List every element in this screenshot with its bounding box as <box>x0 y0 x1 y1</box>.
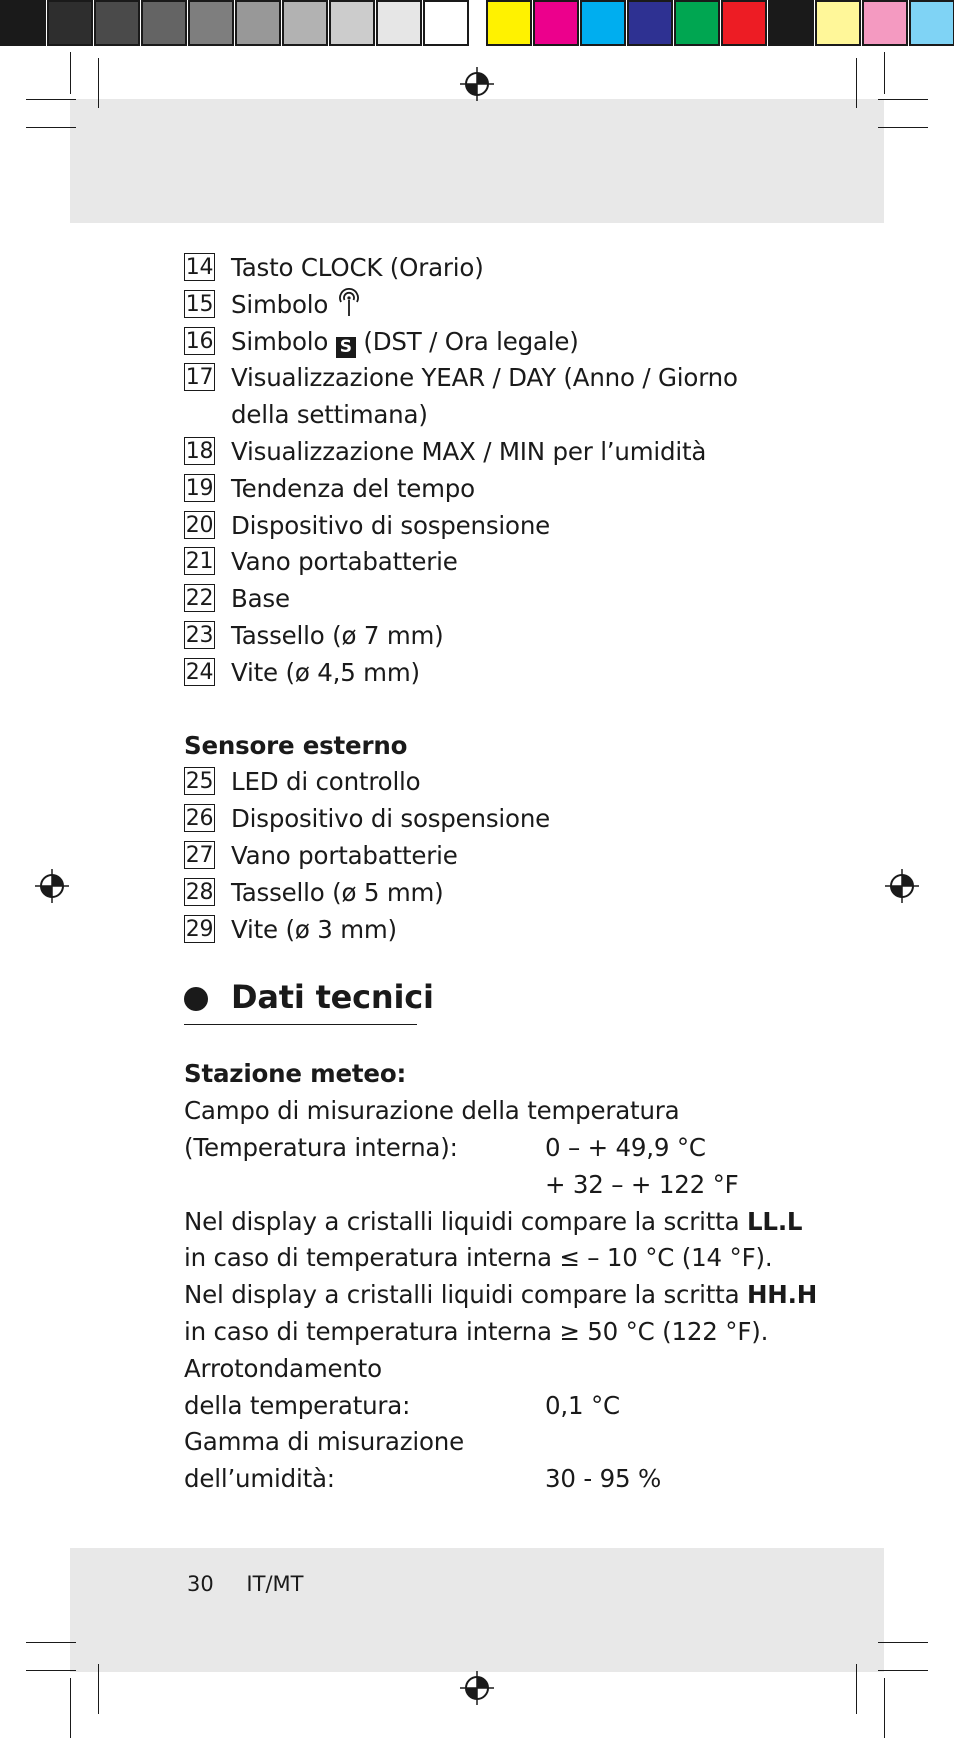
item-number: 22 <box>185 586 214 612</box>
item-text: Tassello (ø 7 mm) <box>231 620 444 650</box>
radio-signal-icon <box>336 288 362 318</box>
item-text: Vano portabatterie <box>231 840 458 870</box>
item-text-continued: della settimana) <box>231 400 428 430</box>
item-text: Base <box>231 584 290 614</box>
list-item <box>184 838 844 875</box>
crop-mark <box>70 52 71 94</box>
parts-list <box>184 250 844 692</box>
tech-subheading: Stazione meteo: <box>184 1059 407 1089</box>
crop-mark <box>98 1664 99 1714</box>
color-swatch <box>188 0 234 46</box>
item-text: Visualizzazione MAX / MIN per l’umidità <box>231 436 707 466</box>
registration-mark-icon <box>459 66 495 102</box>
item-number: 20 <box>185 512 214 538</box>
item-text: Tendenza del tempo <box>231 473 475 503</box>
spec-label: della temperatura: <box>184 1390 411 1420</box>
crop-mark <box>884 1678 885 1738</box>
item-number: 14 <box>185 255 214 280</box>
page-number: 30 <box>187 1572 214 1596</box>
item-number: 21 <box>185 549 214 575</box>
crop-mark <box>26 99 76 100</box>
item-number: 23 <box>185 622 214 648</box>
item-text: Simbolo <box>231 289 329 319</box>
item-text: Simbolo <box>231 326 329 356</box>
color-swatch <box>815 0 861 46</box>
item-text: Vite (ø 3 mm) <box>231 914 397 944</box>
crop-mark <box>70 1678 71 1738</box>
item-number: 15 <box>185 291 214 317</box>
color-swatch <box>329 0 375 46</box>
spec-label: Gamma di misurazione <box>184 1427 464 1457</box>
item-text: (DST / Ora legale) <box>363 326 579 356</box>
crop-mark <box>878 1670 928 1671</box>
registration-mark-icon <box>884 868 920 904</box>
list-item <box>184 618 844 655</box>
item-text: Tasto CLOCK (Orario) <box>231 253 484 282</box>
spec-row <box>184 1461 844 1498</box>
item-number: 29 <box>185 916 214 942</box>
item-text: Dispositivo di sospensione <box>231 510 551 540</box>
spec-label: Campo di misurazione della temperatura <box>184 1096 680 1126</box>
color-swatch <box>486 0 532 46</box>
bullet-dot-icon <box>184 987 208 1011</box>
crop-mark <box>878 127 928 128</box>
crop-mark <box>878 1642 928 1643</box>
color-swatch <box>47 0 93 46</box>
item-number: 17 <box>185 365 214 391</box>
item-number: 24 <box>185 659 214 685</box>
spec-note: in caso di temperatura interna ≤ – 10 °C (14 °F). <box>184 1243 773 1273</box>
language-code: IT/MT <box>246 1572 304 1596</box>
item-number: 27 <box>185 842 214 868</box>
color-swatch <box>580 0 626 46</box>
color-swatch <box>282 0 328 46</box>
dst-s-icon: S <box>336 337 356 358</box>
spec-value: 30 - 95 % <box>545 1464 662 1494</box>
item-number: 18 <box>185 438 214 464</box>
crop-mark <box>856 1664 857 1714</box>
gray-color-bar <box>0 0 470 50</box>
item-number: 26 <box>185 806 214 832</box>
color-swatch <box>423 0 469 46</box>
spec-note: in caso di temperatura interna ≥ 50 °C (122 °F). <box>184 1316 769 1346</box>
color-swatch <box>627 0 673 46</box>
list-item <box>184 912 844 949</box>
registration-mark-icon <box>34 868 70 904</box>
list-item <box>184 324 844 361</box>
sensor-section-title: Sensore esterno <box>184 730 408 760</box>
list-item <box>184 471 844 508</box>
list-item <box>184 508 844 545</box>
spec-note: Nel display a cristalli liquidi compare la scritta LL.L <box>184 1206 803 1236</box>
crop-mark <box>26 1642 76 1643</box>
page-content <box>184 250 844 1498</box>
color-swatch <box>674 0 720 46</box>
item-text: Vano portabatterie <box>231 547 458 577</box>
crop-mark <box>26 127 76 128</box>
spec-label: (Temperatura interna): <box>184 1132 458 1162</box>
color-swatch <box>141 0 187 46</box>
lcd-code: LL.L <box>747 1206 803 1236</box>
item-number: 16 <box>185 328 214 354</box>
spec-label: dell’umidità: <box>184 1464 335 1494</box>
list-item <box>184 544 844 581</box>
registration-mark-icon <box>459 1670 495 1706</box>
list-item <box>184 360 844 434</box>
color-bar <box>486 0 954 50</box>
list-item <box>184 581 844 618</box>
item-number: 19 <box>185 475 214 501</box>
header-band <box>70 99 884 223</box>
item-text: Vite (ø 4,5 mm) <box>231 657 420 687</box>
section-heading-text: Dati tecnici <box>231 978 434 1017</box>
lcd-code: HH.H <box>747 1280 818 1310</box>
color-swatch <box>376 0 422 46</box>
heading-underline <box>184 1024 417 1025</box>
spec-note: Nel display a cristalli liquidi compare la scritta HH.H <box>184 1280 818 1310</box>
item-text: Tassello (ø 5 mm) <box>231 877 444 907</box>
list-item <box>184 434 844 471</box>
item-text: Visualizzazione YEAR / DAY (Anno / Giorno <box>231 363 738 393</box>
spec-value: 0 – + 49,9 °C <box>545 1132 706 1162</box>
spec-row <box>184 1388 844 1425</box>
crop-mark <box>884 52 885 94</box>
color-swatch <box>721 0 767 46</box>
item-text: Dispositivo di sospensione <box>231 804 551 834</box>
crop-mark <box>98 58 99 108</box>
spec-value: 0,1 °C <box>545 1390 620 1420</box>
list-item <box>184 287 844 324</box>
page-footer <box>187 1572 329 1596</box>
color-swatch <box>862 0 908 46</box>
color-swatch <box>909 0 954 46</box>
list-item <box>184 655 844 692</box>
item-number: 28 <box>185 879 214 905</box>
spec-row <box>184 1130 844 1167</box>
list-item <box>184 764 844 801</box>
color-swatch <box>0 0 46 46</box>
crop-mark <box>26 1670 76 1671</box>
list-item <box>184 875 844 912</box>
spec-row <box>184 1167 844 1204</box>
list-item <box>184 801 844 838</box>
item-text: LED di controllo <box>231 767 421 797</box>
color-swatch <box>94 0 140 46</box>
section-heading <box>184 972 844 1028</box>
sensor-parts-list <box>184 764 844 948</box>
crop-mark <box>878 99 928 100</box>
color-swatch <box>235 0 281 46</box>
spec-value: + 32 – + 122 °F <box>545 1169 739 1199</box>
color-swatch <box>533 0 579 46</box>
footer-band <box>70 1548 884 1672</box>
color-swatch <box>768 0 814 46</box>
crop-mark <box>856 58 857 108</box>
list-item <box>184 250 844 287</box>
spec-label: Arrotondamento <box>184 1353 382 1383</box>
item-number: 25 <box>185 769 214 795</box>
